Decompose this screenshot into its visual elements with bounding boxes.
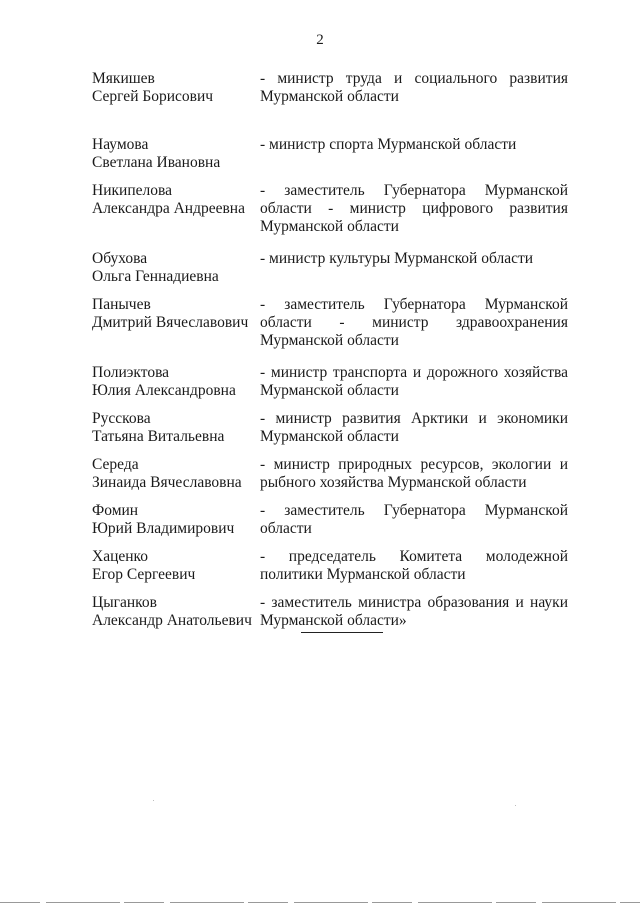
person-name bbox=[92, 250, 258, 286]
given-name: Юрий Владимирович bbox=[92, 520, 235, 537]
person-name bbox=[92, 410, 258, 446]
list-item bbox=[92, 456, 568, 492]
scan-speck bbox=[153, 800, 154, 801]
surname: Фомин bbox=[92, 502, 139, 519]
list-item bbox=[92, 364, 568, 400]
list-item bbox=[92, 296, 568, 350]
scan-speck bbox=[515, 805, 516, 806]
person-name bbox=[92, 456, 258, 492]
position-title: - председатель Комитета молодежной политики Мурманской области bbox=[260, 548, 568, 583]
given-name: Светлана Ивановна bbox=[92, 154, 221, 171]
list-item bbox=[92, 250, 568, 285]
person-name bbox=[92, 70, 258, 106]
given-name: Александр Анатольевич bbox=[92, 612, 252, 629]
list-item bbox=[92, 410, 568, 446]
position-title: - заместитель Губернатора Мурманской области - министр цифрового развития Мурманской области bbox=[260, 182, 568, 235]
surname: Никипелова bbox=[92, 182, 172, 199]
scan-edge bbox=[0, 902, 640, 903]
list-item bbox=[92, 548, 568, 584]
closing-rule bbox=[301, 632, 383, 633]
surname: Полиэктова bbox=[92, 364, 170, 381]
position-title: - заместитель министра образования и науки Мурманской области» bbox=[260, 594, 568, 629]
position-title: - министр транспорта и дорожного хозяйства Мурманской области bbox=[260, 364, 568, 399]
position-title: - заместитель Губернатора Мурманской области - министр здравоохранения Мурманской области bbox=[260, 296, 568, 349]
surname: Панычев bbox=[92, 296, 151, 313]
given-name: Зинаида Вячеславовна bbox=[92, 474, 242, 491]
list-item bbox=[92, 136, 568, 171]
person-name bbox=[92, 548, 258, 584]
person-name bbox=[92, 364, 258, 400]
list-item bbox=[92, 594, 568, 630]
position-title: - министр природных ресурсов, экологии и рыбного хозяйства Мурманской области bbox=[260, 456, 568, 491]
official-list bbox=[92, 70, 568, 630]
given-name: Сергей Борисович bbox=[92, 88, 214, 105]
given-name: Дмитрий Вячеславович bbox=[92, 314, 249, 331]
surname: Обухова bbox=[92, 250, 148, 267]
given-name: Юлия Александровна bbox=[92, 382, 236, 399]
position-title: - министр культуры Мурманской области bbox=[260, 250, 534, 267]
list-item bbox=[92, 70, 568, 106]
person-name bbox=[92, 502, 258, 538]
person-name bbox=[92, 296, 258, 332]
surname: Русскова bbox=[92, 410, 151, 427]
surname: Наумова bbox=[92, 136, 149, 153]
list-item bbox=[92, 182, 568, 236]
given-name: Егор Сергеевич bbox=[92, 566, 196, 583]
given-name: Ольга Геннадиевна bbox=[92, 268, 219, 285]
position-title: - министр развития Арктики и экономики Мурманской области bbox=[260, 410, 568, 445]
surname: Цыганков bbox=[92, 594, 157, 611]
surname: Мякишев bbox=[92, 70, 155, 87]
person-name bbox=[92, 136, 258, 172]
person-name bbox=[92, 594, 258, 630]
position-title: - министр спорта Мурманской области bbox=[260, 136, 517, 153]
list-item bbox=[92, 502, 568, 538]
position-title: - министр труда и социального развития Мурманской области bbox=[260, 70, 568, 105]
surname: Хаценко bbox=[92, 548, 149, 565]
given-name: Татьяна Витальевна bbox=[92, 428, 225, 445]
surname: Середа bbox=[92, 456, 139, 473]
position-title: - заместитель Губернатора Мурманской области bbox=[260, 502, 568, 537]
page-number: 2 bbox=[316, 32, 324, 48]
given-name: Александра Андреевна bbox=[92, 200, 245, 217]
person-name bbox=[92, 182, 258, 218]
